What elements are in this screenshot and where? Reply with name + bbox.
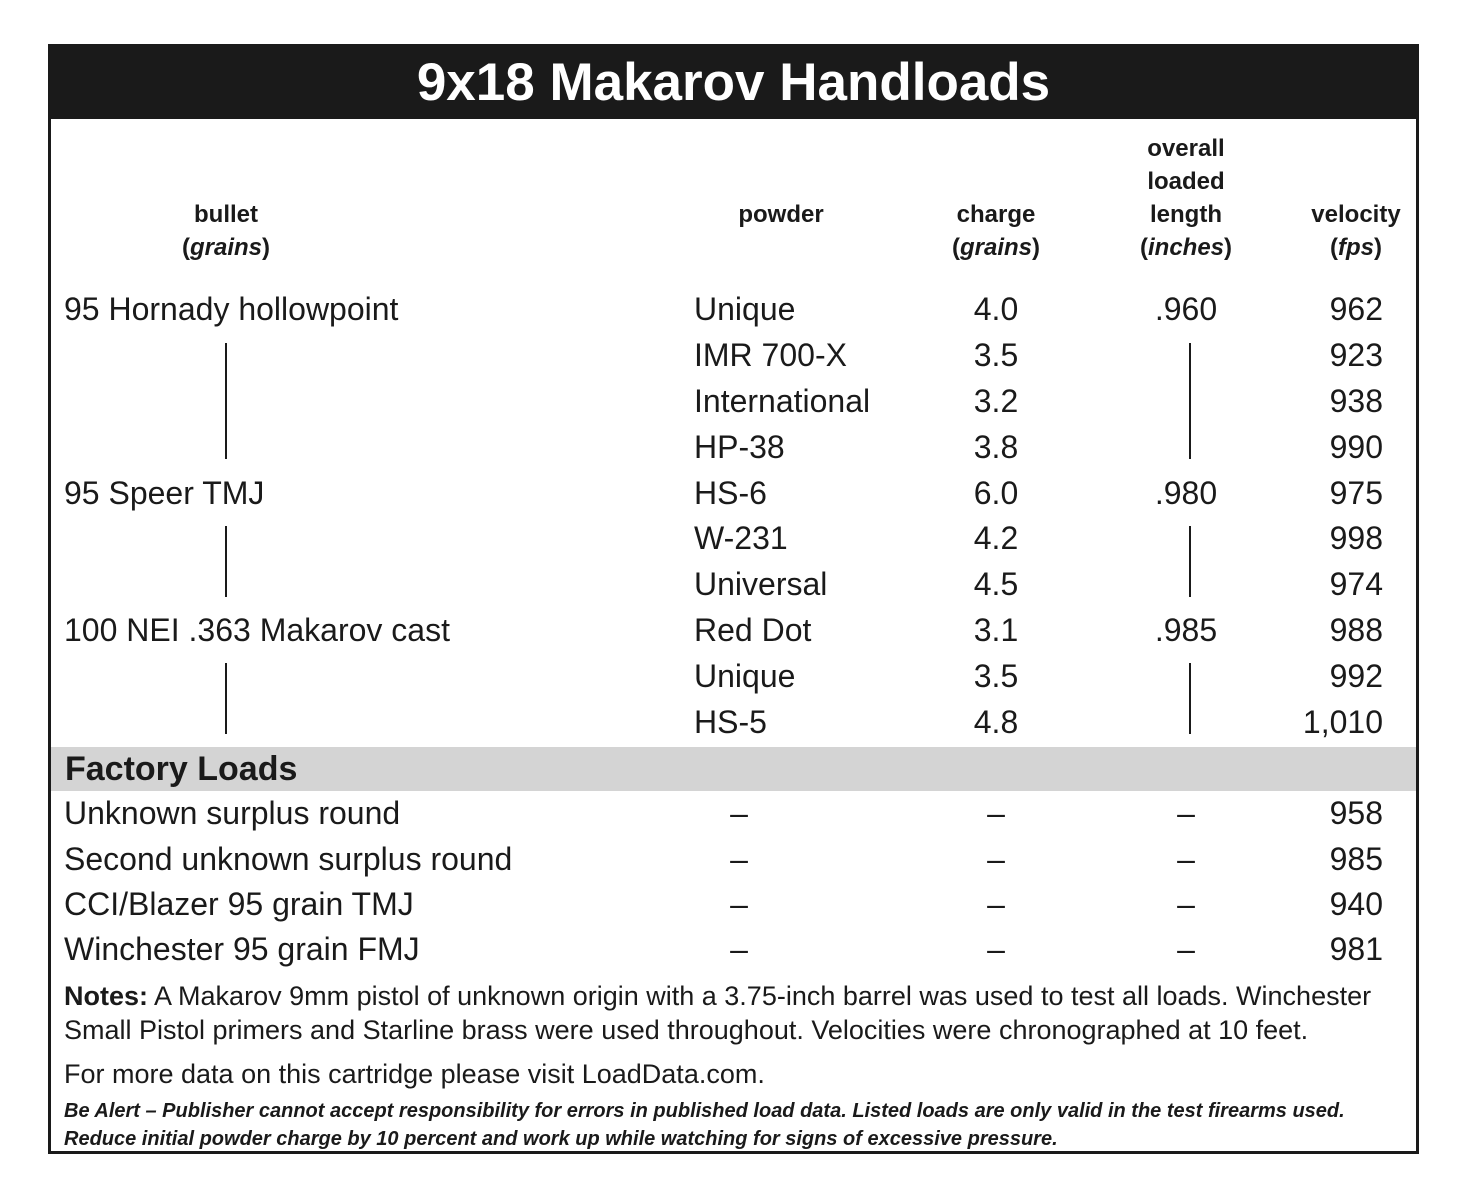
charge-cell: 4.2	[973, 520, 1019, 556]
powder-cell: HS-6	[694, 475, 767, 511]
velocity-cell: 992	[1329, 658, 1383, 694]
bullet-cell: Second unknown surplus round	[64, 841, 513, 877]
header-charge-unit: (grains)	[951, 234, 1041, 261]
bullet-cell: CCI/Blazer 95 grain TMJ	[64, 886, 414, 922]
header-charge-label: charge	[956, 201, 1036, 228]
charge-cell: –	[987, 931, 1005, 967]
factory-loads-heading: Factory Loads	[65, 750, 298, 788]
powder-cell: IMR 700-X	[694, 337, 847, 373]
velocity-cell: 998	[1329, 520, 1383, 556]
velocity-cell: 988	[1329, 612, 1383, 648]
bullet-continuation-line	[225, 526, 227, 597]
header-oal-label-2: loaded	[1147, 168, 1225, 195]
charge-cell: 3.5	[973, 337, 1019, 373]
oal-cell: –	[1177, 931, 1195, 967]
oal-cell: –	[1177, 886, 1195, 922]
powder-cell: Unique	[694, 658, 796, 694]
bullet-cell: Winchester 95 grain FMJ	[64, 931, 420, 967]
disclaimer-text: Be Alert – Publisher cannot accept responsibility for errors in published load data. Listed loads are only valid in the test firearms used. Reduce initial powder charge by 10 percent and work up while watching for signs of excessive pressure.	[64, 1100, 1345, 1150]
charge-cell: 3.2	[973, 383, 1019, 419]
charge-cell: 4.5	[973, 566, 1019, 602]
oal-cell: –	[1177, 795, 1195, 831]
notes-paragraph	[64, 979, 1414, 1047]
charge-cell: 6.0	[973, 475, 1019, 511]
more-data-link-text: For more data on this cartridge please visit LoadData.com.	[64, 1059, 765, 1089]
charge-cell: 4.0	[973, 291, 1019, 327]
header-powder-label: powder	[738, 201, 824, 228]
velocity-cell: 974	[1329, 566, 1383, 602]
powder-cell: HP-38	[694, 429, 785, 465]
header-bullet-label: bullet	[194, 201, 258, 228]
bullet-cell: Unknown surplus round	[64, 795, 401, 831]
bullet-continuation-line	[225, 343, 227, 459]
oal-continuation-line	[1189, 663, 1191, 734]
powder-cell: W-231	[694, 520, 788, 556]
powder-cell: –	[730, 795, 748, 831]
oal-continuation-line	[1189, 343, 1191, 459]
velocity-cell: 1,010	[1302, 704, 1383, 740]
powder-cell: Red Dot	[694, 612, 812, 648]
oal-cell: –	[1177, 841, 1195, 877]
bullet-cell: 95 Speer TMJ	[64, 475, 265, 511]
header-charge	[916, 198, 1076, 264]
charge-cell: 3.5	[973, 658, 1019, 694]
header-oal-label-1: overall	[1147, 135, 1225, 162]
header-oal-label-3: length	[1150, 201, 1222, 228]
bullet-continuation-line	[225, 663, 227, 734]
velocity-cell: 990	[1329, 429, 1383, 465]
powder-cell: Unique	[694, 291, 796, 327]
charge-cell: 4.8	[973, 704, 1019, 740]
charge-cell: 3.8	[973, 429, 1019, 465]
oal-cell: .980	[1154, 475, 1218, 511]
header-oal-unit: (inches)	[1139, 234, 1233, 261]
charge-cell: 3.1	[973, 612, 1019, 648]
charge-cell: –	[987, 841, 1005, 877]
velocity-cell: 975	[1329, 475, 1383, 511]
charge-cell: –	[987, 886, 1005, 922]
oal-continuation-line	[1189, 526, 1191, 597]
velocity-cell: 985	[1329, 841, 1383, 877]
header-bullet-unit: (grains)	[181, 234, 271, 261]
powder-cell: –	[730, 931, 748, 967]
header-velocity	[1276, 198, 1436, 264]
header-powder	[701, 198, 861, 231]
oal-cell: .985	[1154, 612, 1218, 648]
header-bullet	[146, 198, 306, 264]
notes-label: Notes:	[64, 981, 149, 1011]
velocity-cell: 958	[1329, 795, 1383, 831]
notes-text: A Makarov 9mm pistol of unknown origin with a 3.75-inch barrel was used to test all loads. Winchester Small Pistol primers and Starline brass were used throughout. Velocities were chronographed at 10 feet.	[64, 981, 1372, 1045]
velocity-cell: 981	[1329, 931, 1383, 967]
powder-cell: International	[694, 383, 871, 419]
load-data-table	[48, 44, 1419, 1154]
bullet-cell: 100 NEI .363 Makarov cast	[64, 612, 450, 648]
velocity-cell: 938	[1329, 383, 1383, 419]
header-velocity-unit: (fps)	[1330, 234, 1382, 261]
velocity-cell: 962	[1329, 291, 1383, 327]
oal-cell: .960	[1154, 291, 1218, 327]
powder-cell: Universal	[694, 566, 828, 602]
velocity-cell: 923	[1329, 337, 1383, 373]
powder-cell: –	[730, 841, 748, 877]
table-title: 9x18 Makarov Handloads	[51, 47, 1416, 119]
velocity-cell: 940	[1329, 886, 1383, 922]
header-velocity-label: velocity	[1311, 201, 1401, 228]
bullet-cell: 95 Hornady hollowpoint	[64, 291, 399, 327]
powder-cell: –	[730, 886, 748, 922]
powder-cell: HS-5	[694, 704, 767, 740]
header-oal	[1106, 132, 1266, 264]
charge-cell: –	[987, 795, 1005, 831]
